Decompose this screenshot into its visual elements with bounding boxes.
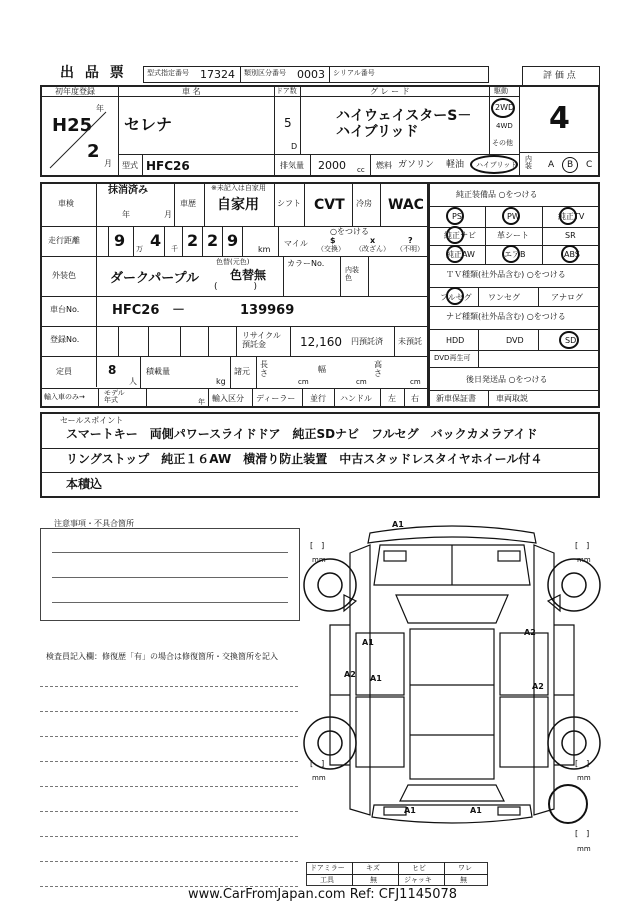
caution-label: 注意事項・不具合箇所 [54, 519, 134, 528]
equip-abs-circle [561, 245, 579, 263]
dims-label: 諸元 [234, 367, 250, 376]
score-label-box [522, 66, 600, 86]
first-reg-year-unit: 年 [96, 104, 104, 113]
mileage-digit-5: 9 [227, 231, 239, 250]
damage-mark-right-rear: A2 [532, 682, 544, 691]
first-reg-month-unit: 月 [104, 159, 112, 168]
equip-aw-circle [446, 245, 464, 263]
doors-label: ドア数 [276, 87, 297, 95]
drive-2wd: 2WD [495, 103, 515, 112]
equip-leather: 革シート [497, 231, 529, 240]
mileage-digit-2: 4 [150, 231, 162, 250]
grade-line2: ハイブリッド [336, 124, 419, 140]
fuel-gasoline: ガソリン [398, 160, 435, 170]
handle-label: ハンドル [340, 394, 372, 403]
equip-navi: 純正ナビ [444, 231, 476, 240]
load-unit: kg [216, 377, 226, 386]
car-name: セレナ [124, 115, 173, 134]
damage-mark-left-mid: A2 [344, 670, 356, 679]
first-reg-year: H25 [52, 115, 93, 136]
first-reg-month: 2 [87, 141, 100, 162]
score-label: 評 価 点 [543, 71, 576, 81]
usage-value: 自家用 [217, 197, 259, 213]
after-ship-label: 後日発送品 ○をつける [466, 375, 548, 384]
interior-a: A [548, 160, 555, 170]
navi-sd: SD [565, 336, 577, 345]
class-number-label: 類別区分番号 [244, 69, 286, 77]
displacement-unit: cc [357, 166, 365, 174]
damage-mark-left-front: A1 [362, 638, 374, 647]
meter-note: ○をつける [330, 227, 369, 236]
equip-pw: PW [507, 212, 520, 221]
equip-airbag-circle [502, 245, 520, 263]
shift-label: シフト [277, 199, 301, 208]
usage-label: 車歴 [180, 199, 196, 208]
navi-dvd: DVD [506, 336, 524, 345]
equip-navi-circle [446, 226, 464, 244]
equip-abs: ABS [564, 250, 580, 259]
class-number-value: 0003 [297, 68, 325, 81]
model-value: HFC26 [146, 159, 190, 173]
legend-ware: ワレ [458, 864, 472, 872]
chassis-number: 139969 [240, 303, 295, 318]
meter-exchange: （交換） [317, 245, 345, 253]
interior-b: B [567, 160, 574, 170]
mileage-unit: km [258, 245, 271, 254]
equip-sr: SR [565, 231, 576, 240]
tire-bracket-rr: [ ] [575, 759, 590, 768]
model-designation-label: 型式指定番号 [147, 69, 189, 77]
caution-box [40, 528, 300, 621]
color-no-label: カラーNo. [287, 259, 325, 268]
drive-4wd: 4WD [496, 122, 513, 130]
handle-right: 右 [411, 394, 419, 403]
legend-kizu: キズ [366, 864, 380, 872]
meter-symbol-q: ? [408, 236, 413, 245]
tv-type-label: ＴＶ種類(社外品含む) ○をつける [446, 270, 566, 279]
shaken-month: 月 [164, 210, 172, 219]
width-unit: cm [356, 378, 367, 386]
length-unit: cm [298, 378, 309, 386]
damage-mark-rear-right: A1 [470, 806, 482, 815]
color-orig-label: 色替(元色) [216, 258, 250, 266]
navi-hdd: HDD [446, 336, 465, 345]
color-changed: 色替無 [230, 268, 267, 282]
legend-tools: 工具 [320, 876, 334, 884]
tv-analog: アナログ [551, 293, 583, 302]
fuel-diesel: 軽油 [446, 160, 465, 170]
tire-bracket-fl: [ ] [310, 541, 325, 550]
sheet-title: 出 品 票 [60, 65, 127, 81]
handle-left: 左 [388, 394, 396, 403]
footer-watermark: www.CarFromJapan.com Ref: CFJ1145078 [188, 887, 458, 902]
legend-tools-value: 無 [370, 876, 377, 884]
chassis-dash: － [172, 303, 186, 318]
legend-mirror: ドアミラー [310, 864, 345, 872]
interior-color-label: 内装 色 [345, 266, 359, 283]
color-paren: ( ) [214, 282, 258, 292]
mileage-digit-3: 2 [187, 231, 199, 250]
interior-c: C [586, 160, 593, 170]
recycle-value: 12,160 [300, 335, 342, 349]
height-unit: cm [410, 378, 421, 386]
legend-jack: ジャッキ [404, 876, 432, 884]
import-label: 輸入車のみ→ [44, 393, 85, 401]
serial-number-label: シリアル番号 [333, 69, 375, 77]
sales-points-line1: スマートキー 両側パワースライドドア 純正SDナビ フルセグ バックカメラアイド [66, 427, 538, 441]
model-designation-value: 17324 [200, 68, 235, 81]
damage-mark-front: A1 [392, 520, 404, 529]
shaken-label: 車検 [58, 199, 74, 208]
capacity-value: 8 [108, 363, 117, 377]
length-label: 長 さ [260, 360, 268, 378]
recycle-status: 未預託 [398, 337, 422, 346]
legend-hibi: ヒビ [412, 864, 426, 872]
navi-type-label: ナビ種類(社外品含む) ○をつける [446, 312, 566, 321]
model-designation-box [143, 66, 241, 83]
model-label: 型式 [122, 161, 138, 170]
tire-bracket-fr: [ ] [575, 541, 590, 550]
tire-mm-rr: mm [577, 774, 591, 782]
first-reg-label: 初年度登録 [55, 87, 95, 96]
equip-ps-circle [446, 207, 464, 225]
after-manual: 車両取説 [496, 394, 528, 403]
serial-number-box [329, 66, 489, 83]
sales-points-label: セールスポイント [60, 416, 124, 425]
meter-unknown: （不明） [396, 245, 424, 253]
recycle-label: リサイクル 預託金 [242, 331, 281, 350]
after-warranty: 新車保証書 [436, 394, 476, 403]
import-type-label: 輸入区分 [212, 394, 244, 403]
tire-mm-rl: mm [312, 774, 326, 782]
displacement-label: 排気量 [280, 161, 304, 170]
inspector-label: 検査員記入欄：修復歴「有」の場合は修復箇所・交換箇所を記入 [46, 652, 278, 661]
mileage-label: 走行距離 [48, 236, 80, 245]
fuel-hybrid: ハイブリッド [476, 161, 518, 169]
tv-fullseg-circle [446, 287, 464, 305]
damage-mark-rear-left: A1 [404, 806, 416, 815]
equip-tv-circle [559, 207, 577, 225]
tire-mm-fr: mm [577, 556, 591, 564]
model-year-label: モデル 年式 [104, 389, 125, 405]
doors-value: 5 [284, 116, 292, 130]
mileage-sen: 千 [171, 245, 178, 253]
mileage-man: 万 [136, 245, 143, 253]
equipment-label: 純正装備品 ○をつける [456, 190, 538, 199]
spare-mm: mm [577, 845, 591, 853]
grade-line1: ハイウェイスターS－ [336, 108, 472, 124]
reg-no-label: 登録No. [50, 335, 80, 344]
chassis-prefix: HFC26 [112, 303, 160, 318]
import-parallel: 並行 [310, 394, 326, 403]
drive-label: 駆動 [494, 87, 508, 95]
chassis-label: 車台No. [50, 305, 80, 314]
interior-label: 内装 [525, 155, 532, 170]
height-label: 高 さ [374, 360, 382, 378]
spare-bracket: [ ] [575, 829, 590, 838]
tv-oneseg: ワンセグ [488, 293, 520, 302]
sales-points-line2: リングストップ 純正１６AW 横滑り防止装置 中古スタッドレスタイヤホイール付４ [66, 452, 543, 466]
equip-pw-circle [502, 207, 520, 225]
grade-label: グ レ ー ド [370, 87, 410, 96]
ac-label: 冷房 [356, 199, 372, 208]
model-year-unit: 年 [198, 398, 205, 406]
meter-symbol-x: x [370, 236, 376, 245]
drive-2wd-circle [491, 98, 515, 118]
equip-tv: 純正TV [558, 212, 585, 221]
mileage-digit-4: 2 [207, 231, 219, 250]
capacity-label: 定員 [56, 367, 72, 376]
dvd-playable: DVD再生可 [434, 354, 471, 362]
interior-b-circle [562, 157, 578, 173]
recycle-unit: 円預託済 [351, 337, 383, 346]
equip-aw: 純正AW [446, 250, 475, 259]
width-label: 幅 [318, 365, 326, 374]
doors-unit: D [291, 142, 298, 151]
equip-ps: PS [452, 212, 462, 221]
spare-tire-circle [548, 784, 588, 824]
drive-other: その他 [492, 139, 513, 147]
tire-bracket-rl: [ ] [310, 759, 325, 768]
load-label: 積載量 [146, 367, 170, 376]
fuel-label: 燃料 [376, 161, 392, 170]
mileage-digit-1: 9 [114, 231, 126, 250]
equip-airbag: エアB [504, 250, 526, 259]
damage-mark-left-door: A1 [370, 674, 382, 683]
ac-value: WAC [388, 197, 424, 213]
navi-sd-circle [559, 331, 579, 349]
shaken-value: 抹消済み [108, 185, 148, 196]
score-value: 4 [549, 101, 570, 136]
usage-note: ※未記入は自家用 [211, 184, 266, 192]
legend-jack-value: 無 [460, 876, 467, 884]
tv-fullseg: フルセグ [440, 293, 472, 302]
shaken-year: 年 [122, 210, 130, 219]
import-dealer: ディーラー [256, 394, 296, 403]
damage-mark-right-front: A2 [524, 628, 536, 637]
fuel-hybrid-circle [470, 155, 518, 174]
color-value: ダークパープル [110, 271, 200, 286]
sales-points-line3: 本積込 [66, 477, 103, 491]
meter-symbol-dollar: $ [330, 236, 336, 245]
displacement-value: 2000 [318, 159, 346, 172]
tire-mm-fl: mm [312, 556, 326, 564]
capacity-unit: 人 [129, 377, 137, 386]
color-label: 外装色 [52, 271, 76, 280]
class-number-box [240, 66, 330, 83]
meter-tampered: （改ざん） [355, 245, 390, 253]
car-name-label: 車 名 [182, 87, 201, 96]
shift-value: CVT [314, 197, 345, 213]
meter-label: マイル [284, 239, 308, 248]
